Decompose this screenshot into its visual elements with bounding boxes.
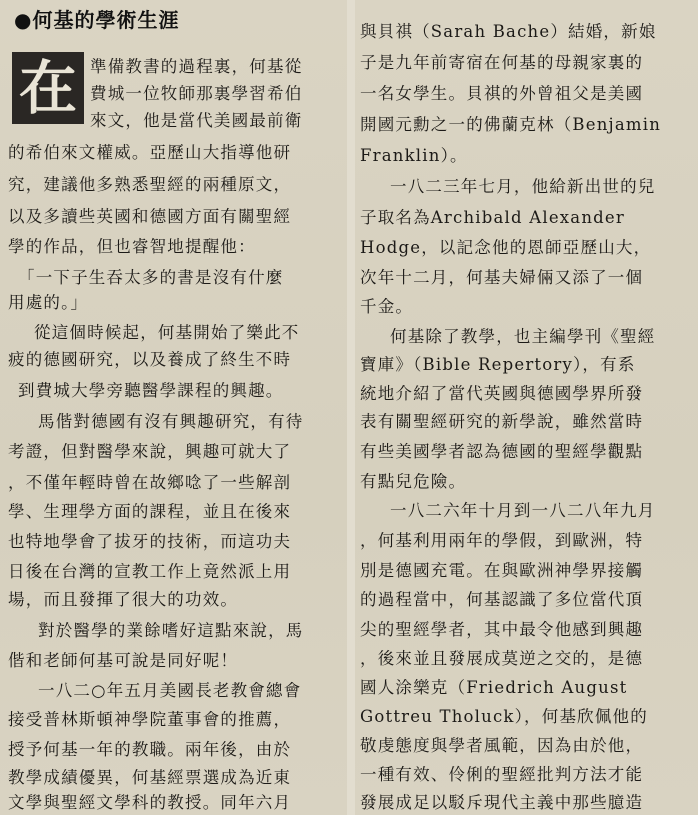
text-line: 一八二○年五月美國長老教會總會 [38, 681, 302, 700]
text-line: 敬虔態度與學者風範，因為由於他， [360, 736, 644, 755]
text-line: 的希伯來文權威。亞歷山大指導他研 [8, 143, 292, 162]
text-line: Hodge，以記念他的恩師亞歷山大， [360, 238, 652, 257]
text-line: 一八二六年十月到一八二八年九月 [390, 501, 656, 520]
text-line: 國人涂樂克（Friedrich August [360, 678, 628, 697]
text-line: 文學與聖經文學科的教授。同年六月 [8, 793, 292, 812]
text-line: 別是德國充電。在與歐洲神學界接觸 [360, 561, 644, 580]
article-title: ●何基的學術生涯 [14, 8, 180, 32]
text-line: 接受普林斯頓神學院董事會的推薦， [8, 710, 292, 729]
text-line: 學、生理學方面的課程，並且在後來 [8, 502, 292, 521]
text-line: 用處的。」 [8, 293, 89, 312]
text-line: 開國元勳之一的佛蘭克林（Benjamin [360, 115, 662, 134]
text-line: 尖的聖經學者，其中最令他感到興趣 [360, 620, 644, 639]
text-line: ，後來並且發展成莫逆之交的，是德 [360, 649, 644, 668]
text-line: 費城一位牧師那裏學習希伯 [90, 84, 303, 103]
text-line: 一名女學生。貝祺的外曾祖父是美國 [360, 84, 644, 103]
text-line: 授予何基一年的教職。兩年後，由於 [8, 740, 292, 759]
text-line: Gottreu Tholuck），何基欣佩他的 [360, 707, 648, 726]
text-line: 考證，但對醫學來說，興趣可就大了 [8, 442, 292, 461]
drop-cap: 在 [12, 52, 84, 124]
text-line: 一八二三年七月，他給新出世的兒 [390, 177, 656, 196]
text-line: 究，建議他多熟悉聖經的兩種原文， [8, 175, 292, 194]
text-line: 發展成足以駁斥現代主義中那些臆造 [360, 793, 644, 812]
text-line: 對於醫學的業餘嗜好這點來說，馬 [38, 621, 304, 640]
text-line: 準備教書的過程裏，何基從 [90, 57, 303, 76]
text-line: 子取名為Archibald Alexander [360, 208, 625, 227]
text-line: 有些美國學者認為德國的聖經學觀點 [360, 442, 644, 461]
text-line: ，何基利用兩年的學假，到歐洲，特 [360, 531, 644, 550]
text-line: 也特地學會了拔牙的技術，而這功夫 [8, 532, 292, 551]
text-line: ，不僅年輕時曾在故鄉唸了一些解剖 [8, 473, 292, 492]
text-line: 從這個時候起，何基開始了樂此不 [34, 323, 300, 342]
text-line: 偕和老師何基可說是同好呢！ [8, 651, 239, 670]
column-gutter [347, 0, 355, 815]
text-line: 的過程當中，何基認識了多位當代頂 [360, 590, 644, 609]
text-line: 「一下子生吞太多的書是沒有什麼 [18, 268, 284, 287]
text-line: 日後在台灣的宣教工作上竟然派上用 [8, 562, 292, 581]
text-line: 何基除了教學，也主編學刊《聖經 [390, 327, 656, 346]
text-line: 子是九年前寄宿在何基的母親家裏的 [360, 53, 644, 72]
text-line: 統地介紹了當代英國與德國學界所發 [360, 384, 644, 403]
text-line: 教學成績優異，何基經票選成為近東 [8, 768, 292, 787]
text-line: 寶庫》（Bible Repertory），有系 [360, 355, 636, 374]
text-line: 疲的德國研究，以及養成了終生不時 [8, 350, 292, 369]
text-line: 表有關聖經研究的新學說，雖然當時 [360, 412, 644, 431]
text-line: 次年十二月，何基夫婦倆又添了一個 [360, 268, 644, 287]
text-line: 馬偕對德國有沒有興趣研究，有待 [38, 412, 304, 431]
text-line: 以及多讀些英國和德國方面有關聖經 [8, 207, 292, 226]
text-line: 學的作品，但也睿智地提醒他： [8, 237, 256, 256]
text-line: 場，而且發揮了很大的功效。 [8, 590, 239, 609]
text-line: 一種有效、伶俐的聖經批判方法才能 [360, 765, 644, 784]
text-line: Franklin）。 [360, 146, 468, 165]
text-line: 來文，他是當代美國最前衛 [90, 111, 303, 130]
text-line: 到費城大學旁聽醫學課程的興趣。 [18, 381, 284, 400]
text-line: 與貝祺（Sarah Bache）結婚，新娘 [360, 22, 657, 41]
text-line: 有點兒危險。 [360, 472, 467, 491]
text-line: 千金。 [360, 297, 414, 316]
